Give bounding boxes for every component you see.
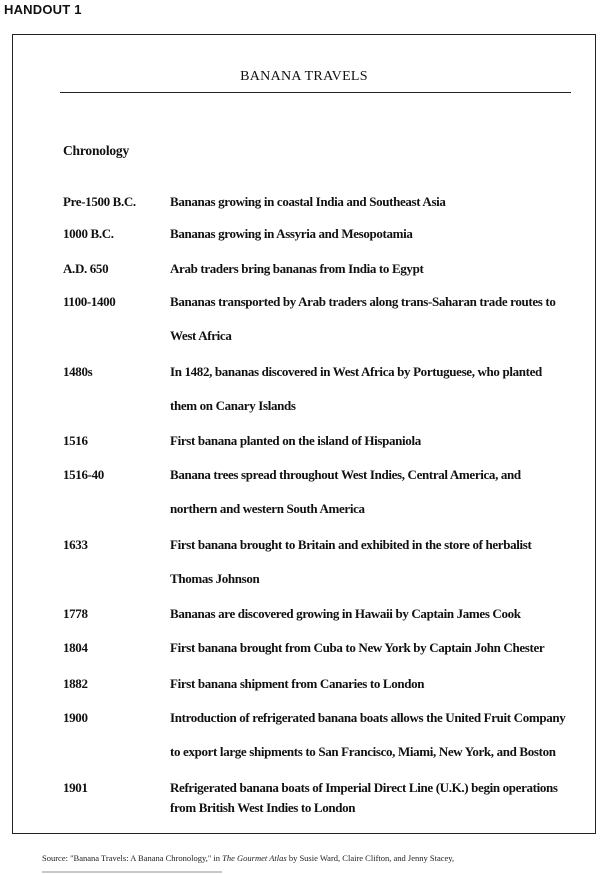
entry-description xyxy=(170,710,590,778)
entry-date: Pre-1500 B.C. xyxy=(63,194,136,209)
entry-description xyxy=(170,433,590,467)
entry-description xyxy=(170,364,590,432)
entry-description xyxy=(170,467,590,535)
entry-description-line: Bananas transported by Arab traders along trans-Saharan trade routes to xyxy=(170,294,556,309)
entry-description xyxy=(170,294,590,362)
entry-date: 1480s xyxy=(63,364,93,379)
entry-date: 1000 B.C. xyxy=(63,226,114,241)
entry-description-line: First banana brought to Britain and exhibited in the store of herbalist xyxy=(170,537,532,552)
entry-date: 1516 xyxy=(63,433,88,448)
entry-description xyxy=(170,676,590,710)
entry-description-line: them on Canary Islands xyxy=(170,398,296,413)
entry-description xyxy=(170,780,590,820)
entry-description-line: Bananas growing in coastal India and Southeast Asia xyxy=(170,194,446,209)
entry-description-line: In 1482, bananas discovered in West Africa by Portuguese, who planted xyxy=(170,364,542,379)
entry-date: 1100-1400 xyxy=(63,294,116,309)
entry-description-line: to export large shipments to San Francisco, Miami, New York, and Boston xyxy=(170,744,556,759)
entry-description-line: West Africa xyxy=(170,328,232,343)
entry-date: 1778 xyxy=(63,606,88,621)
entry-date: A.D. 650 xyxy=(63,261,109,276)
entry-description xyxy=(170,226,590,260)
entry-description-line: Arab traders bring bananas from India to Egypt xyxy=(170,261,424,276)
entry-description xyxy=(170,261,590,295)
document-title: BANANA TRAVELS xyxy=(240,69,368,84)
entry-description xyxy=(170,640,590,674)
entry-date: 1633 xyxy=(63,537,88,552)
entry-description-line: Banana trees spread throughout West Indies, Central America, and xyxy=(170,467,521,482)
entry-description-line: Thomas Johnson xyxy=(170,571,260,586)
entry-description-line: Introduction of refrigerated banana boats allows the United Fruit Company xyxy=(170,710,566,725)
section-heading: Chronology xyxy=(63,143,130,158)
entry-description-line: First banana planted on the island of Hispaniola xyxy=(170,433,421,448)
source-book-title: The Gourmet Atlas xyxy=(222,853,287,863)
entry-date: 1804 xyxy=(63,640,88,655)
handout-label: HANDOUT 1 xyxy=(4,2,82,17)
entry-description-line: Bananas growing in Assyria and Mesopotamia xyxy=(170,226,413,241)
entry-description-line: First banana shipment from Canaries to London xyxy=(170,676,425,691)
entry-description xyxy=(170,194,590,228)
entry-description-line: Bananas are discovered growing in Hawaii by Captain James Cook xyxy=(170,606,521,621)
source-continuation-cropped xyxy=(42,869,222,874)
entry-date: 1900 xyxy=(63,710,88,725)
entry-description xyxy=(170,606,590,640)
entry-description-line: First banana brought from Cuba to New York by Captain John Chester xyxy=(170,640,545,655)
entry-description-line: northern and western South America xyxy=(170,501,365,516)
entry-description-line: Refrigerated banana boats of Imperial Direct Line (U.K.) begin operations xyxy=(170,780,558,795)
title-divider xyxy=(60,92,571,93)
entry-date: 1516-40 xyxy=(63,467,104,482)
document-frame xyxy=(12,34,596,834)
entry-date: 1882 xyxy=(63,676,88,691)
entry-description xyxy=(170,537,590,605)
entry-date: 1901 xyxy=(63,780,88,795)
source-suffix: by Susie Ward, Claire Clifton, and Jenny Stacey, xyxy=(286,853,455,863)
source-citation xyxy=(42,853,454,863)
source-prefix: Source: "Banana Travels: A Banana Chronology," in xyxy=(42,853,223,863)
entry-description-line: from British West Indies to London xyxy=(170,800,356,815)
